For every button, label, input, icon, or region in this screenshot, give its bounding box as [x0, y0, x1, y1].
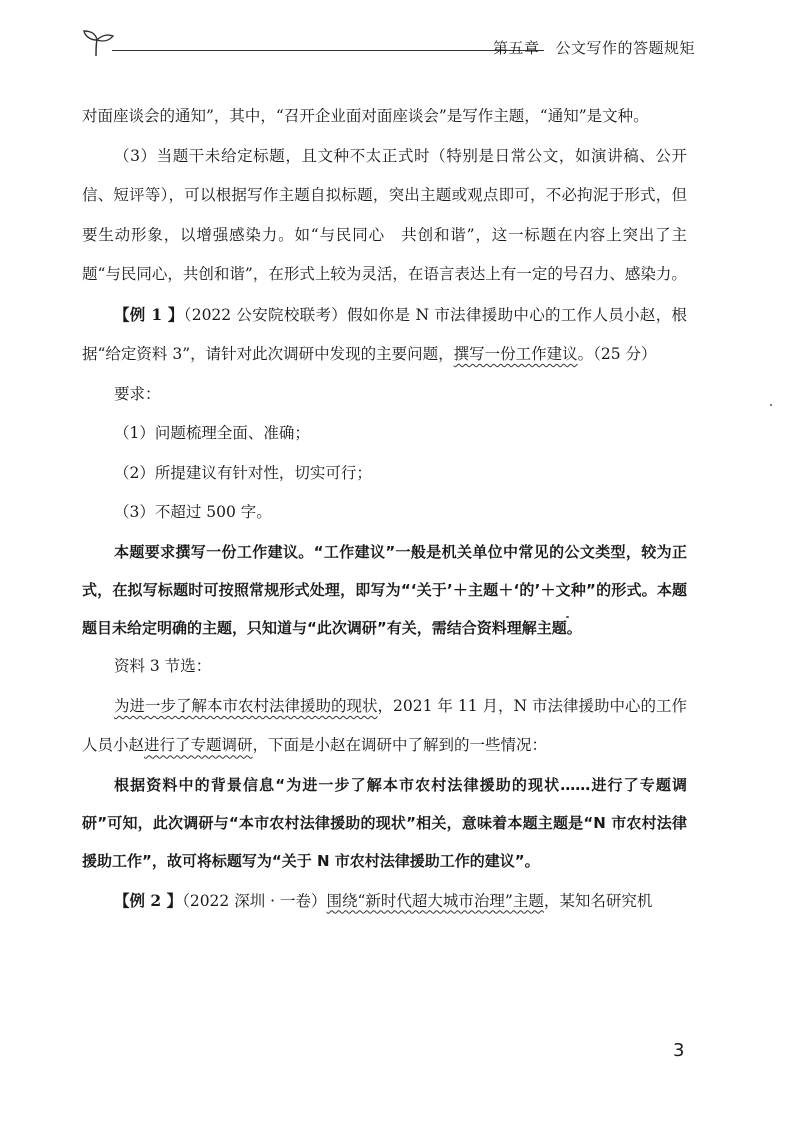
example-1-wavy: 撰写一份工作建议: [453, 345, 578, 364]
paragraph-1: 对面座谈会的通知”，其中，“召开企业面对面座谈会”是写作主题，“通知”是文种。: [82, 107, 649, 125]
example-2-tag: 【例 2 】: [114, 890, 183, 910]
material-wavy-2: 进行了专题调研: [144, 736, 253, 755]
page-number: 3: [673, 1040, 685, 1061]
sprout-icon: [82, 28, 116, 58]
analysis-1: 本题要求撰写一份工作建议。“工作建议”一般是机关单位中常见的公文类型，较为正式，在拟写标题时可按照常规形式处理，即写为“‘关于’＋主题＋‘的’＋文种”的形式。本题题目未给定明确的主题，只知道与“此次调研”有关，需结合资料理解主题。: [82, 542, 687, 638]
material-excerpt: [82, 687, 687, 766]
material-end: ，下面是小赵在调研中了解到的一些情况：: [252, 736, 548, 755]
section-label: 公文写作的答题规矩: [555, 39, 695, 57]
paragraph-2: （3）当题干未给定标题，且文种不太正式时（特别是日常公文，如演讲稿、公开信、短评等），可以根据写作主题自拟标题，突出主题或观点即可，不必拘泥于形式，但要生动形象，以增强感染力。如“与民同心 共创和谐”，这一标题在内容上突出了主题“与民同心，共创和谐”，在形式上较为灵活，在语言表达上有一定的号召力、感染力。: [82, 146, 687, 284]
scan-speck: [770, 404, 772, 406]
material-label: 资料 3 节选：: [114, 657, 212, 676]
header-title: [480, 37, 695, 58]
example-2-wavy: 围绕“新时代超大城市治理”主题: [326, 891, 544, 910]
example-1-tag: 【例 1 】: [114, 304, 184, 324]
analysis-2: 根据资料中的背景信息“为进一步了解本市农村法律援助的现状……进行了专题调研”可知，此次调研与“本市农村法律援助的现状”相关，意味着本题主题是“N 市农村法律援助工作”，故可将标题写为“关于 N 市农村法律援助工作的建议”。: [82, 775, 687, 871]
example-1-end: 。（25 分）: [577, 345, 657, 364]
requirement-2: （2）所提建议有针对性，切实可行；: [114, 463, 372, 482]
example-2-pre: （2022 深圳 · 一卷）: [182, 891, 327, 910]
page-body: [82, 97, 687, 921]
example-2: [82, 881, 687, 922]
example-1-text: （2022 公安院校联考）假如你是 N 市法律援助中心的工作人员小赵，根据“给定资料 3”，请针对此次调研中发现的主要问题，: [82, 305, 688, 364]
material-mid: ，2021 年 11 月，N 市法律援助中心的工作人员小赵: [82, 696, 687, 755]
requirements-label: 要求：: [114, 384, 161, 403]
example-2-end: ，某知名研究机: [543, 891, 653, 910]
scan-speck: [566, 616, 569, 618]
chapter-label: 第五章: [492, 39, 540, 57]
material-wavy-1: 为进一步了解本市农村法律援助的现状: [114, 696, 378, 715]
requirement-1: （1）问题梳理全面、准确；: [114, 424, 310, 443]
running-header: [82, 28, 702, 68]
requirement-3: （3）不超过 500 字。: [114, 503, 272, 522]
example-1: [82, 295, 687, 375]
